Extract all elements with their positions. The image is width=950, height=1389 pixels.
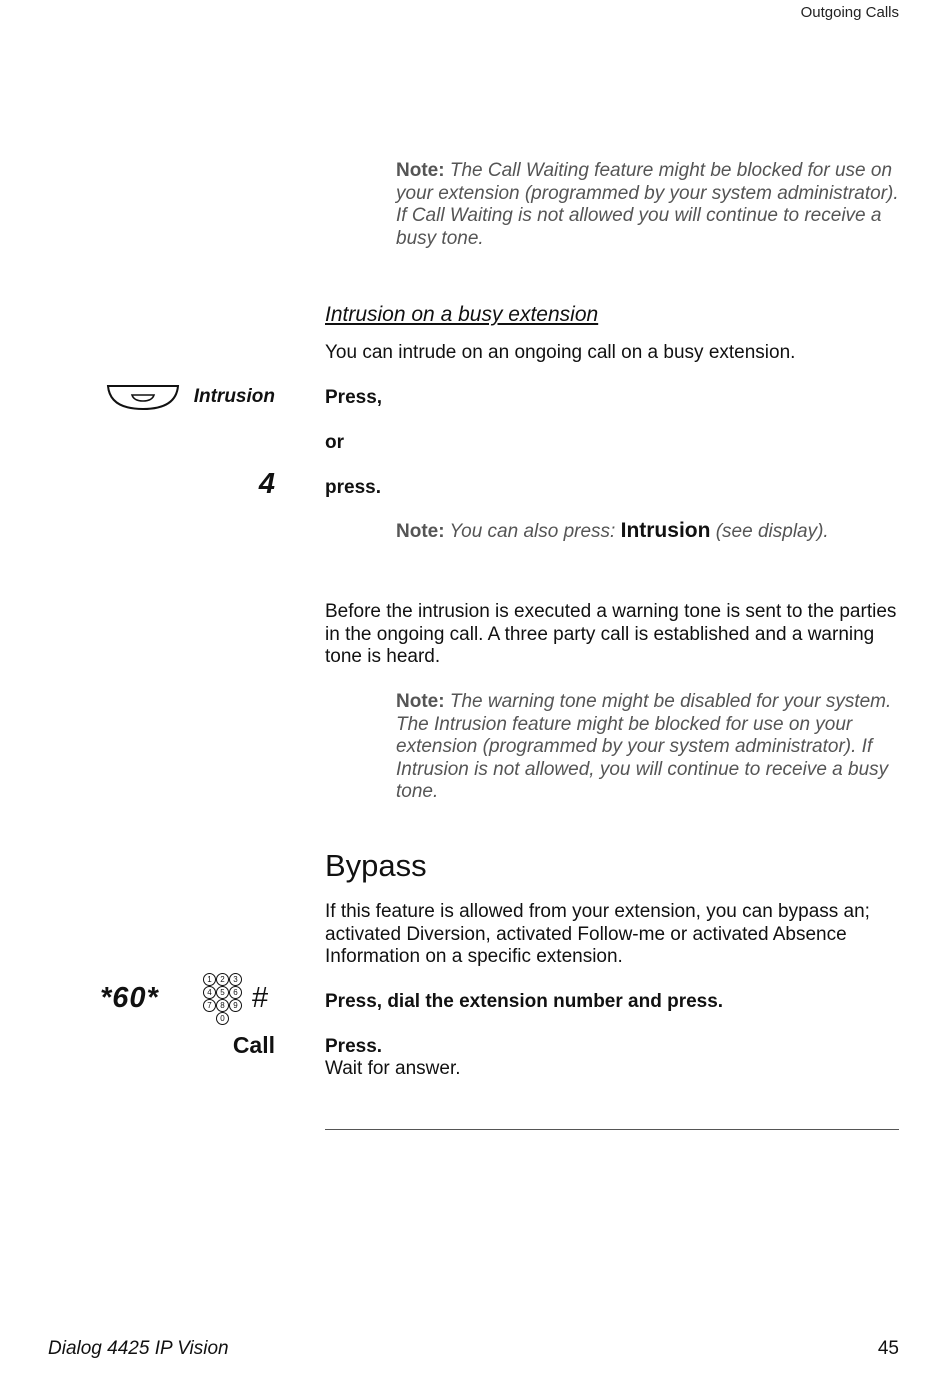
press-call-instruction: Press. [325, 1036, 383, 1057]
running-header: Outgoing Calls [800, 4, 899, 21]
bypass-instruction: Press, dial the extension number and press. [325, 991, 724, 1012]
intrusion-heading: Intrusion on a busy extension [325, 303, 599, 326]
note-intrusion-display [396, 520, 906, 544]
keypad-digit: 7 [203, 999, 216, 1012]
keypad-digit: 3 [229, 973, 242, 986]
keypad-digit: 9 [229, 999, 242, 1012]
page-number: 45 [877, 1338, 899, 1359]
note-warning-tone [396, 691, 906, 804]
note-label: Note: [396, 521, 445, 542]
note-text-after: (see display). [715, 521, 829, 542]
note-text: The warning tone might be disabled for your system. The Intrusion feature might be blocked for use on your extension (programmed by your system administrator). If Intrusion is not allowed, you will continue to receive a busy tone. [396, 691, 892, 802]
keypad-digit: 5 [216, 986, 229, 999]
keypad-digit: 1 [203, 973, 216, 986]
section-divider [325, 1129, 899, 1130]
bypass-paragraph: If this feature is allowed from your extension, you can bypass an; activated Diversion, activated Follow-me or activated Absence Information on a specific extension. [325, 901, 870, 967]
note-call-waiting [396, 160, 906, 250]
keypad-digit: 0 [216, 1012, 229, 1025]
keypad-digit: 4 [203, 986, 216, 999]
intrusion-key-label: Intrusion [193, 386, 275, 407]
bypass-code: *60* [100, 982, 159, 1014]
keypad-digit: 8 [216, 999, 229, 1012]
footer-title: Dialog 4425 IP Vision [48, 1338, 229, 1359]
keypad-icon [203, 973, 243, 1029]
note-text: The Call Waiting feature might be blocked for use on your extension (programmed by your system administrator). If Call Waiting is not allowed you will continue to receive a busy tone. [396, 160, 899, 249]
bypass-heading: Bypass [325, 848, 427, 883]
keypad-digit: 2 [216, 973, 229, 986]
or-text: or [325, 432, 344, 453]
note-text: You can also press: [449, 521, 616, 542]
display-intrusion-label: Intrusion [620, 519, 711, 542]
wait-instruction: Wait for answer. [325, 1058, 461, 1079]
intrusion-intro: You can intrude on an ongoing call on a busy extension. [325, 342, 796, 363]
call-key-label: Call [232, 1032, 275, 1058]
press-instruction: Press, [325, 387, 383, 408]
keypad-digit: 6 [229, 986, 242, 999]
note-label: Note: [396, 160, 445, 181]
hash-key: # [252, 982, 269, 1014]
intrusion-paragraph: Before the intrusion is executed a warning tone is sent to the parties in the ongoing call. A three party call is established and a warning tone is heard. [325, 601, 897, 667]
press-instruction-2: press. [325, 477, 381, 498]
note-label: Note: [396, 691, 445, 712]
softkey-icon [106, 383, 180, 411]
digit-4-key: 4 [258, 468, 275, 500]
